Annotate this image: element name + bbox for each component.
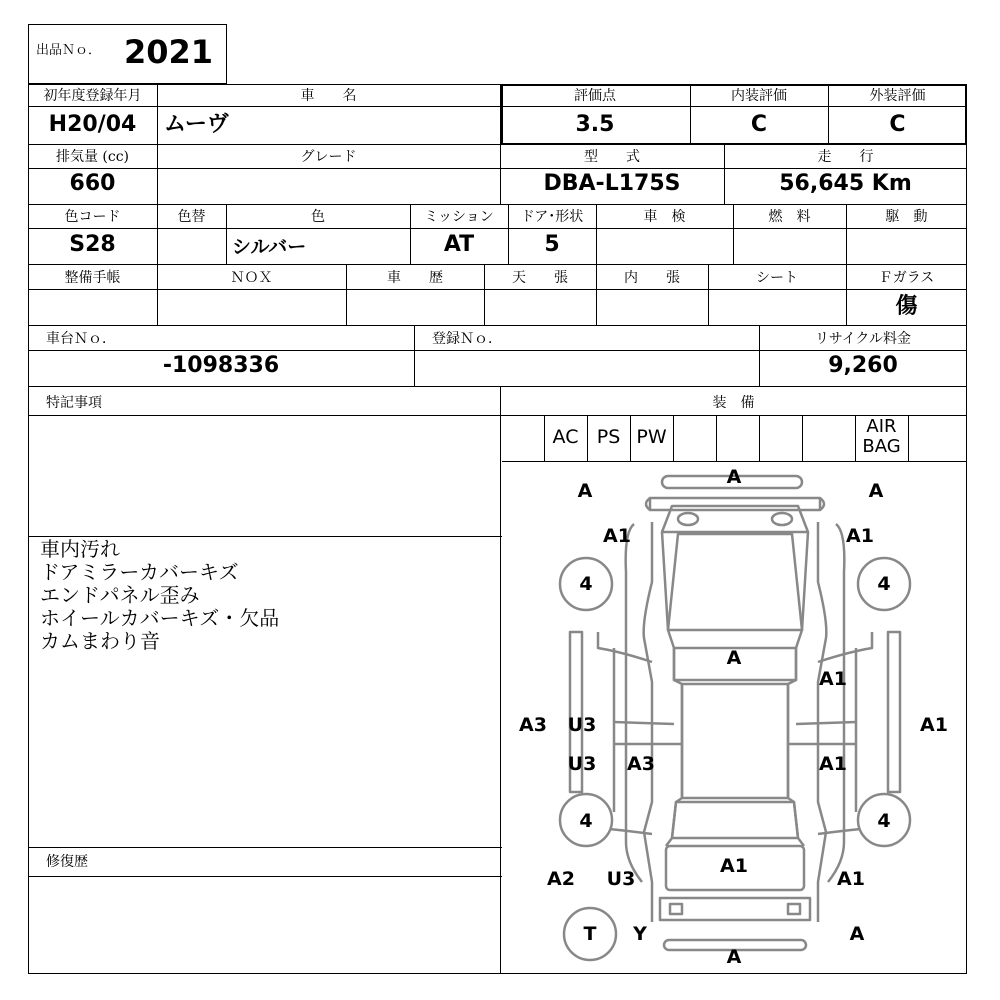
equipment-ac: AC: [552, 426, 579, 448]
drive-label: 駆 動: [885, 209, 928, 225]
model-value: DBA-L175S: [543, 171, 681, 196]
equipment-airbag: AIR BAG: [862, 416, 901, 457]
exterior-score-value: C: [889, 112, 906, 137]
f-glass-label: Ｆガラス: [878, 270, 935, 286]
hline: [28, 168, 967, 169]
vline: [414, 325, 415, 386]
exterior-score-label: 外装評価: [869, 88, 926, 104]
fuel-label: 燃 料: [768, 209, 811, 225]
hline: [28, 204, 967, 205]
equipment-ps: PS: [596, 426, 621, 448]
displacement-value: 660: [69, 171, 116, 196]
mileage-label: 走 行: [817, 149, 874, 165]
displacement-label: 排気量 (cc): [55, 149, 130, 165]
repair-history-label: 修復歴: [46, 854, 88, 870]
vline: [500, 386, 501, 974]
hline: [28, 350, 967, 351]
score-value: 3.5: [575, 112, 615, 137]
recycle-fee-label: リサイクル料金: [814, 331, 912, 347]
vline: [908, 415, 909, 461]
remark-line: ドアミラーカバーキズ: [40, 560, 239, 584]
damage-roof: A: [726, 647, 742, 669]
lot-label: 出品Ｎｏ．: [36, 43, 102, 58]
remarks-label: 特記事項: [46, 395, 102, 411]
hline: [28, 415, 967, 416]
equipment-pw: PW: [636, 426, 667, 448]
hline: [28, 264, 967, 265]
mission-label: ミッション: [424, 209, 494, 225]
remarks-list: [40, 538, 279, 653]
hline: [28, 876, 502, 877]
door-value: 5: [544, 232, 560, 257]
hline: [28, 228, 967, 229]
hline: [28, 289, 967, 290]
repaint-label: 色替: [177, 209, 206, 225]
damage-rear-panel: Y: [633, 923, 647, 945]
damage-spare-tire: T: [583, 923, 597, 945]
reg-date-value: H20/04: [48, 112, 137, 137]
ceiling-label: 天 張: [512, 270, 568, 286]
reg-no-label: 登録Ｎｏ．: [432, 331, 502, 347]
car-name-label: 車 名: [300, 88, 357, 104]
remark-line: 車内汚れ: [40, 537, 120, 561]
damage-left-inner-panel: A3: [627, 753, 655, 775]
lot-number: 2021: [124, 33, 214, 71]
color-code-label: 色コード: [64, 209, 121, 225]
damage-left-rear-door: U3: [567, 753, 597, 775]
damage-left-fender: A1: [603, 525, 631, 547]
door-label: ドア･形状: [520, 209, 584, 225]
damage-front-left-wheel: 4: [579, 573, 593, 595]
hline: [28, 386, 967, 387]
damage-left-sill: A3: [519, 714, 547, 736]
damage-right-fender: A1: [846, 525, 874, 547]
mileage-value: 56,645 Km: [779, 171, 912, 196]
vline: [802, 415, 803, 461]
damage-right-sill: A1: [920, 714, 948, 736]
service-book-label: 整備手帳: [64, 270, 121, 286]
remark-line: エンドパネル歪み: [40, 583, 200, 607]
color-code-value: S28: [69, 232, 116, 257]
damage-front-left-corner: A: [577, 480, 593, 502]
damage-right-front-door: A1: [819, 668, 847, 690]
mission-value: AT: [443, 232, 475, 257]
damage-rear-left-wheel: 4: [579, 810, 593, 832]
chassis-no-label: 車台Ｎｏ．: [46, 331, 116, 347]
damage-right-rear-door: A1: [819, 753, 847, 775]
score-label: 評価点: [574, 88, 616, 104]
reg-date-label: 初年度登録年月: [43, 88, 142, 104]
damage-rear-bumper: A: [726, 946, 742, 968]
damage-rear-right-quarter: A1: [837, 868, 865, 890]
nox-label: ＮＯＸ: [230, 270, 273, 286]
damage-front-right-corner: A: [868, 480, 884, 502]
model-label: 型 式: [584, 149, 640, 165]
color-label: 色: [311, 209, 325, 225]
equipment-label: 装 備: [712, 395, 755, 411]
damage-front-bumper: A: [726, 466, 742, 488]
grade-label: グレード: [300, 149, 357, 165]
damage-rear-left-panel: U3: [606, 868, 636, 890]
damage-rear-left-quarter: A2: [547, 868, 575, 890]
inspection-label: 車 検: [643, 209, 686, 225]
vline: [716, 415, 717, 461]
damage-back-door: A1: [720, 855, 748, 877]
damage-left-front-door: U3: [567, 714, 597, 736]
vline: [759, 415, 760, 461]
vline: [673, 415, 674, 461]
damage-front-right-wheel: 4: [877, 573, 891, 595]
f-glass-value: 傷: [895, 294, 918, 319]
seat-label: シート: [756, 270, 798, 286]
remark-line: ホイールカバーキズ・欠品: [40, 606, 280, 630]
damage-rear-right-corner: A: [849, 923, 865, 945]
interior-score-label: 内装評価: [731, 88, 787, 104]
damage-rear-right-wheel: 4: [877, 810, 891, 832]
interior-trim-label: 内 張: [624, 270, 680, 286]
remark-line: カムまわり音: [40, 629, 160, 653]
history-label: 車 歴: [387, 270, 443, 286]
interior-score-value: C: [750, 112, 768, 137]
hline: [28, 847, 502, 848]
color-value: シルバー: [232, 236, 307, 258]
hline: [28, 325, 967, 326]
chassis-no-value: -1098336: [162, 353, 280, 378]
recycle-fee-value: 9,260: [828, 353, 898, 378]
car-name-value: ムーヴ: [164, 112, 229, 137]
